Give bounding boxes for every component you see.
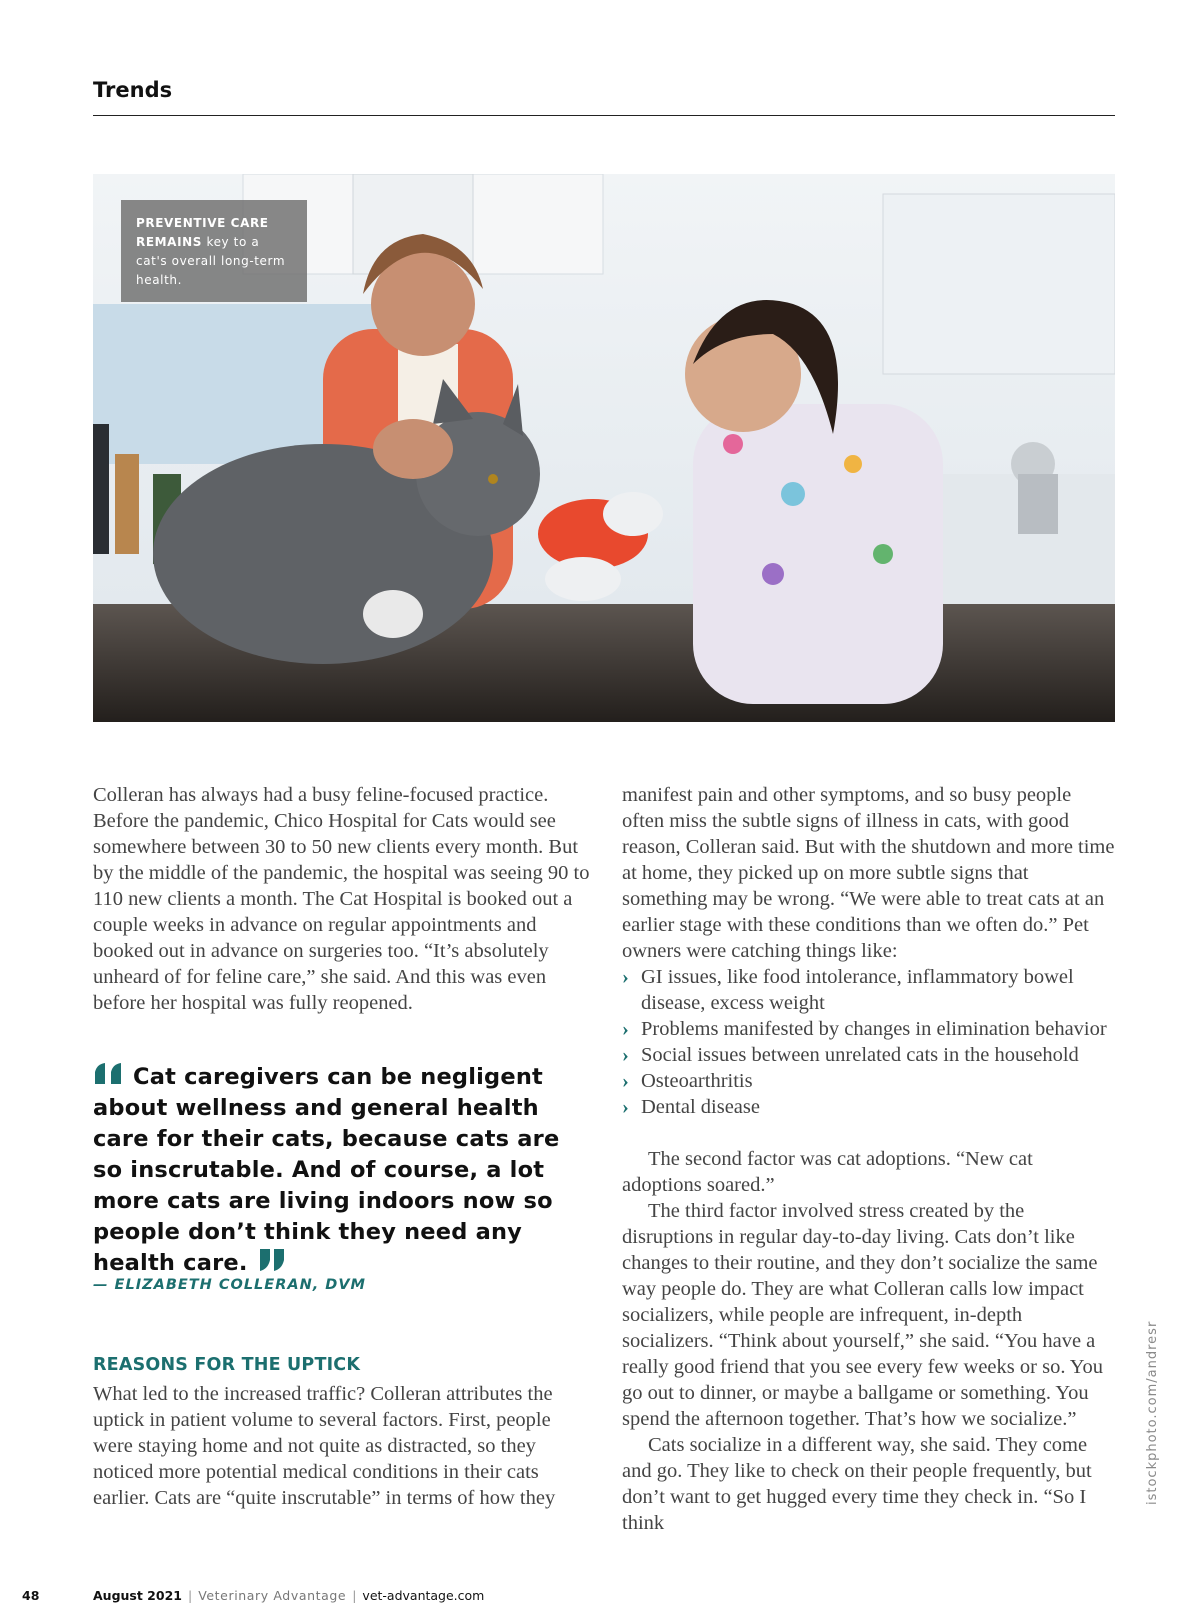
list-item: › Dental disease [622, 1096, 760, 1118]
page-number: 48 [22, 1588, 40, 1603]
paragraph-gap [622, 1120, 1117, 1146]
list-item: › GI issues, like food intolerance, inflammatory bowel disease, excess weight [622, 966, 1074, 1014]
footer-separator: | [352, 1588, 357, 1603]
issue-date: August 2021 [93, 1588, 182, 1603]
photo-credit: istockphoto.com/andresr [1145, 1320, 1160, 1505]
bullet-icon: › [622, 1018, 629, 1040]
bullet-icon: › [622, 1070, 629, 1092]
close-quote-icon [256, 1248, 288, 1272]
reasons-text: What led to the increased traffic? Colleran attributes the uptick in patient volume to several factors. First, people were staying home and not quite as distracted, so they noticed more potential medical conditions in their cats earlier. Cats are “quite inscrutable” in terms of how they [93, 1383, 556, 1509]
bullet-icon: › [622, 1044, 629, 1066]
quote-attribution: — ELIZABETH COLLERAN, DVM [93, 1277, 366, 1293]
footer-separator: | [187, 1588, 193, 1603]
right-para-2: The second factor was cat adoptions. “New cat adoptions soared.” [622, 1148, 1033, 1196]
pull-quote [93, 1062, 593, 1279]
list-item: › Problems manifested by changes in elimination behavior [622, 1018, 1107, 1040]
right-para-3: The third factor involved stress created by the disruptions in regular day-to-day living. Cats don’t like changes to their routine, and they don’t socialize the same way people do. They are what Colleran calls low impact socializers, while people are infrequent, in-depth socializers. “Think about yourself,” she said. “You have a really good friend that you see every few weeks or so. You go out to dinner, or maybe a ballgame or something. You spend the afternoon together. That’s how we socialize.” [622, 1200, 1104, 1430]
open-quote-icon [93, 1062, 125, 1086]
symptom-list [622, 964, 1117, 1120]
website-link[interactable]: vet-advantage.com [362, 1588, 485, 1603]
intro-text: Colleran has always had a busy feline-focused practice. Before the pandemic, Chico Hospital for Cats would see somewhere between 30 to 50 new clients every month. But by the middle of the pandemic, the hospital was seeing 90 to 110 new clients a month. The Cat Hospital is booked out a couple weeks in advance on regular appointments and booked out in advance on surgeries too. “It’s absolutely unheard of for feline care,” she said. And this was even before her hospital was fully reopened. [93, 784, 590, 1014]
photo-caption-text: key to a cat's overall long-term health. [136, 235, 286, 287]
header-rule [93, 115, 1115, 116]
list-item: › Social issues between unrelated cats in the household [622, 1044, 1079, 1066]
bullet-icon: › [622, 966, 629, 988]
intro-paragraph [93, 782, 593, 1016]
page-footer [22, 1588, 484, 1603]
pull-quote-text: Cat caregivers can be negligent about wellness and general health care for their cats, because cats are so inscrutable. And of course, a lot more cats are living indoors now so people don’t think they need any health care. [93, 1064, 560, 1276]
right-column [622, 782, 1117, 1536]
section-heading: REASONS FOR THE UPTICK [93, 1355, 361, 1375]
reasons-paragraph [93, 1381, 593, 1511]
right-para-4: Cats socialize in a different way, she said. They come and go. They like to check on their people frequently, but don’t want to get hugged every time they check in. “So I think [622, 1434, 1092, 1534]
right-para-1: manifest pain and other symptoms, and so busy people often miss the subtle signs of illness in cats, with good reason, Colleran said. But with the shutdown and more time at home, they picked up on more subtle signs that something may be wrong. “We were able to treat cats at an earlier stage with these conditions than we often do.” Pet owners were catching things like: [622, 784, 1115, 962]
list-item: › Osteoarthritis [622, 1070, 753, 1092]
photo-caption-bold: PREVENTIVE CARE REMAINS [136, 216, 269, 249]
bullet-icon: › [622, 1096, 629, 1118]
section-title: Trends [93, 78, 173, 102]
photo-caption [121, 200, 307, 302]
publication-name: Veterinary Advantage [198, 1588, 347, 1603]
